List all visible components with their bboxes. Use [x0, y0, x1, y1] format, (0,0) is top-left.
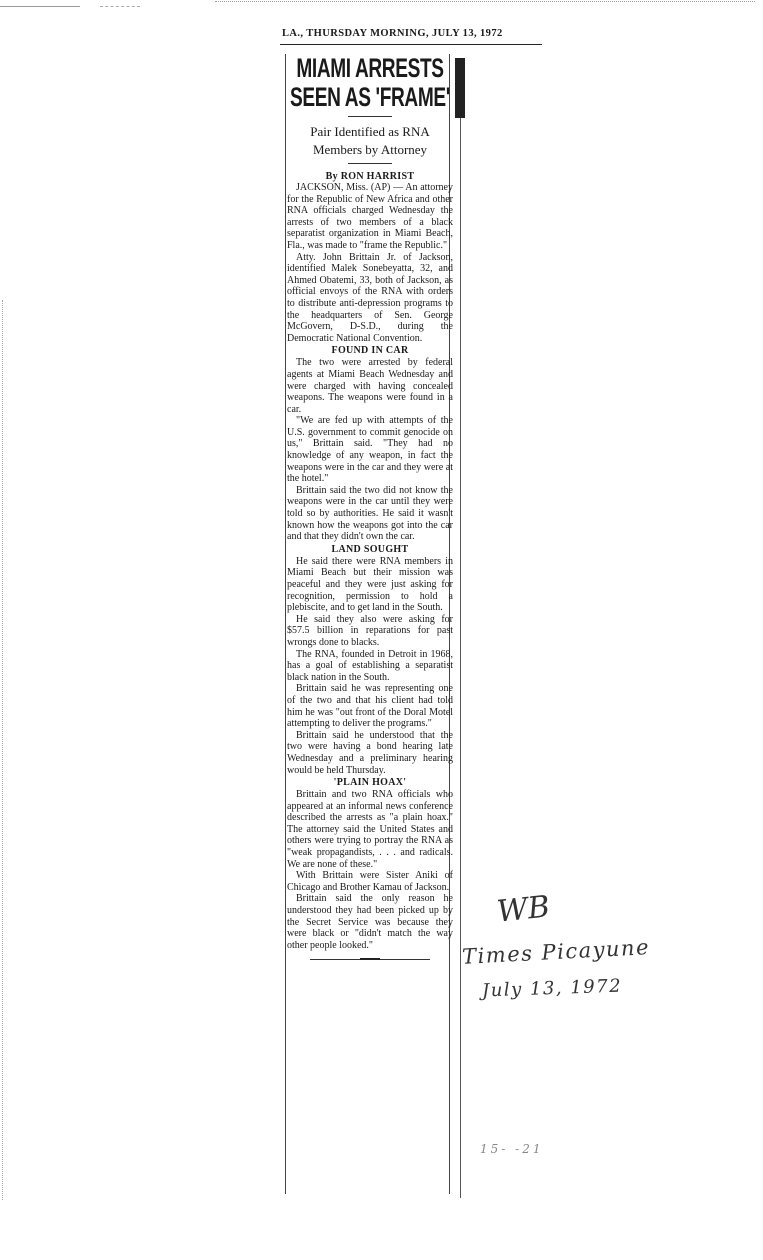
paragraph: He said they also were asking for $57.5 billion in reparations for past wrongs done to blacks. [287, 613, 453, 648]
column-thick-bar [455, 58, 465, 118]
headline-divider [348, 116, 392, 117]
subhead-plain-hoax: 'PLAIN HOAX' [333, 777, 407, 789]
paragraph: "We are fed up with attempts of the U.S. government to commit genocide on us," Brittain said. "They had no knowledge of any weapon, in fact the weapons were in the car and they were at the hotel." [287, 415, 453, 485]
news-article [287, 52, 453, 1200]
paragraph: He said there were RNA members in Miami Beach but their mission was peaceful and they were just asking for recognition, permission to hold a plebiscite, and to get land in the South. [287, 555, 453, 614]
paragraph: Atty. John Brittain Jr. of Jackson, identified Malek Sonebeyatta, 32, and Ahmed Obatemi, 33, both of Jackson, as official envoys of the RNA with orders to distribute anti-depression programs to the headquarters of Sen. George McGovern, D-S.D., during the Democratic National Convention. [287, 251, 453, 344]
subhead-land-sought: LAND SOUGHT [331, 543, 409, 555]
handwritten-initials: WB [495, 889, 552, 930]
deck-line-2: Members by Attorney [312, 142, 428, 157]
paragraph: Brittain said the only reason he understood they had been picked up by the Secret Service was because they were black or "didn't match the way other people looked." [287, 893, 453, 951]
dateline-rule [280, 44, 542, 45]
paragraph: Brittain said he was representing one of the two and that his client had told him he was "out front of the Doral Motel attempting to deliver the programs." [287, 683, 453, 730]
handwritten-date: July 13, 1972 [481, 975, 623, 1002]
paragraph: Brittain and two RNA officials who appeared at an informal news conference described the arrests as "a plain hoax." The attorney said the United States and others were trying to portray the RNA as "weak propagandists, . . . and radicals. We are none of these." [287, 789, 453, 870]
paragraph: Brittain said he understood that the two were having a bond hearing late Wednesday and a preliminary hearing would be held Thursday. [287, 729, 453, 776]
deck-line-1: Pair Identified as RNA [310, 124, 430, 139]
column-outer-rule [460, 118, 461, 1198]
headline-line-2: SEEN AS 'FRAME' [290, 82, 450, 112]
headline-line-1: MIAMI ARRESTS [296, 53, 444, 83]
article-body [287, 182, 453, 951]
paragraph: The two were arrested by federal agents at Miami Beach Wednesday and were charged with having concealed weapons. The weapons were found in a car. [287, 357, 453, 415]
paragraph: Brittain said the two did not know the weapons were in the car until they were told so by authorities. He said it wasn't known how the weapons got into the car and that they didn't own the car. [287, 484, 453, 543]
left-scan-edge [2, 300, 4, 1200]
deck-divider [348, 163, 392, 164]
subhead-found-in-car: FOUND IN CAR [331, 345, 409, 357]
article-byline: By RON HARRIST [325, 171, 415, 182]
article-deck [287, 123, 453, 159]
paragraph: The RNA, founded in Detroit in 1968, has a goal of establishing a separatist black nation in the South. [287, 648, 453, 683]
top-left-scan-mark [0, 6, 80, 9]
top-dotted-edge [215, 1, 755, 6]
article-headline [289, 54, 452, 112]
column-rule-left [285, 54, 286, 1194]
paragraph: JACKSON, Miss. (AP) — An attorney for the Republic of New Africa and other RNA officials charged Wednesday the arrests of two members of a black separatist organization in Miami Beach, Fla., was made to "frame the Republic." [287, 182, 453, 251]
paragraph: With Brittain were Sister Aniki of Chicago and Brother Kamau of Jackson. [287, 870, 453, 893]
newspaper-dateline: LA., THURSDAY MORNING, JULY 13, 1972 [282, 28, 503, 39]
top-left-scan-mark-2 [100, 6, 140, 9]
article-end-rule [310, 959, 430, 960]
handwritten-source: Times Picayune [461, 935, 651, 969]
handwritten-file-code: 15- -21 [480, 1142, 544, 1156]
